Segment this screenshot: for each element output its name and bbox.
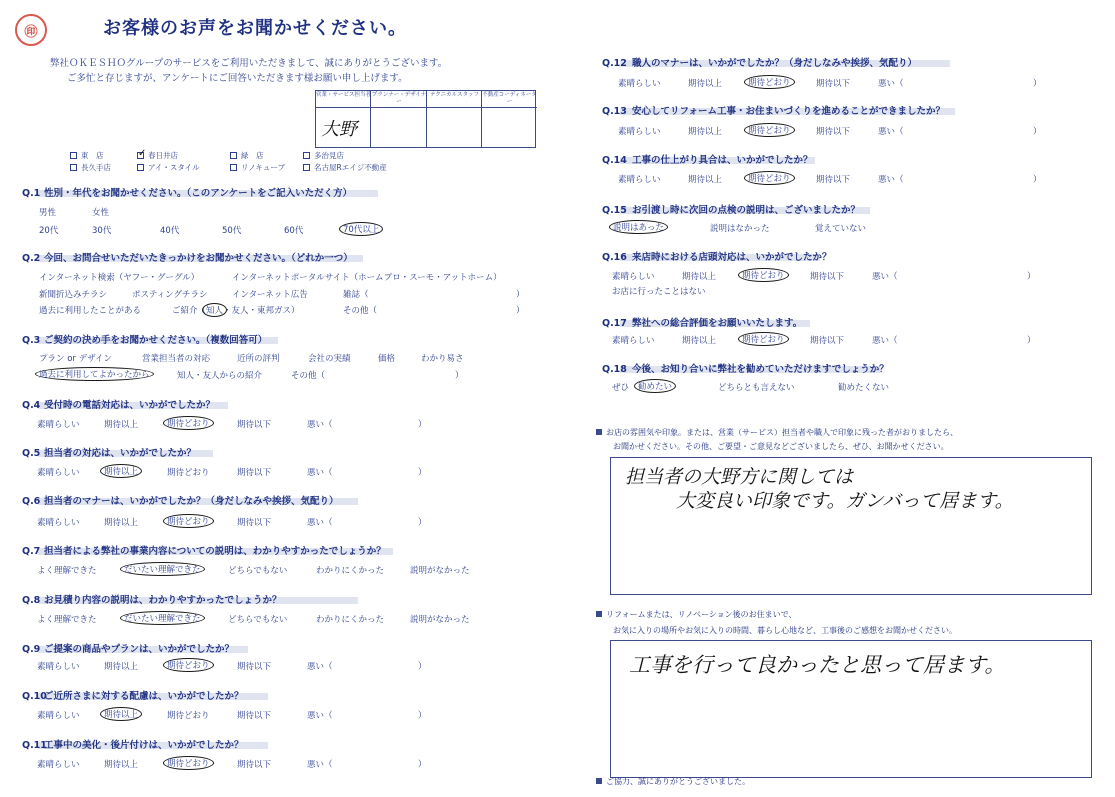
q2-option[interactable]: インターネット広告: [232, 290, 308, 300]
q15-option[interactable]: 覚えていない: [815, 224, 867, 234]
selected-answer: 期待どおり: [163, 514, 214, 528]
q6-rating-option[interactable]: 悪い（: [307, 518, 333, 528]
q5-rating-selected[interactable]: [104, 466, 138, 477]
q5-rating-option[interactable]: 期待以下: [237, 468, 272, 478]
q5-rating-option[interactable]: 期待どおり: [167, 468, 210, 478]
selected-answer: 期待どおり: [163, 658, 214, 672]
q12-rating-paren: ）: [1033, 79, 1042, 89]
q13-number: Q.13: [602, 106, 627, 117]
q17-text: 弊社への総合評価をお願いいたします。: [632, 318, 803, 329]
staff-col-technical[interactable]: [427, 91, 482, 147]
q13-rating-option[interactable]: 素晴らしい: [618, 127, 661, 137]
q3-number: Q.3: [22, 335, 41, 346]
q2-paren: ）: [516, 306, 525, 316]
q1-number: Q.1: [22, 188, 41, 199]
q12-text: 職人のマナーは、いかがでしたか？（身だしなみや挨拶、気配り）: [632, 58, 918, 69]
q3-paren: ）: [455, 371, 464, 381]
q4-rating-paren: ）: [418, 420, 427, 430]
q16-number: Q.16: [602, 252, 627, 263]
company-seal: ㊞: [15, 14, 47, 46]
q14-rating-option[interactable]: 期待以上: [688, 175, 723, 185]
q6-text: 担当者のマナーは、いかがでしたか？（身だしなみや挨拶、気配り）: [44, 496, 339, 507]
q17-rating-selected[interactable]: [742, 334, 785, 345]
q16-rating-option[interactable]: 期待以下: [810, 272, 845, 282]
q3-other[interactable]: その他（: [291, 371, 326, 381]
q7-number: Q.7: [22, 546, 41, 557]
checkbox[interactable]: [70, 164, 77, 171]
q5-text: 担当者の対応は、いかがでしたか？: [44, 448, 197, 459]
q16-rating-selected[interactable]: [742, 270, 785, 281]
q3-option[interactable]: プラン or デザイン: [39, 354, 113, 364]
q10-rating-option[interactable]: 期待どおり: [167, 711, 210, 721]
store-label: 春日井店: [148, 151, 178, 160]
q14-text: 工事の仕上がり具合は、いかがでしたか？: [632, 155, 813, 166]
q8-option[interactable]: わかりにくかった: [316, 615, 385, 625]
store-label: 長久手店: [81, 163, 111, 172]
q8-option[interactable]: よく理解できた: [37, 615, 97, 625]
q2-other[interactable]: その他（: [343, 306, 378, 316]
selected-answer: 説明はあった: [609, 220, 668, 234]
q13-rating-paren: ）: [1033, 127, 1042, 137]
selected-answer: 過去に利用してよかったから: [35, 367, 154, 381]
q8-option-selected[interactable]: [124, 613, 201, 624]
square-bullet-icon: [596, 611, 602, 617]
q9-rating-paren: ）: [418, 662, 427, 672]
selected-answer: 期待どおり: [744, 171, 795, 185]
q4-rating-option[interactable]: 期待以上: [104, 420, 139, 430]
q6-question: [22, 493, 339, 507]
q13-text: 安心してリフォーム工事・お住まいづくりを進めることができましたか？: [632, 106, 946, 117]
q9-number: Q.9: [22, 644, 41, 655]
prompt-text: お店の雰囲気や印象。または、営業（サービス）担当者や職人で印象に残った者がおりましたら、: [606, 428, 958, 437]
store-nagoya-rage[interactable]: [303, 162, 387, 173]
comment1-textarea[interactable]: [610, 457, 1092, 595]
q11-text: 工事中の美化・後片付けは、いかがでしたか？: [44, 740, 244, 751]
q3-option[interactable]: 営業担当者の対応: [142, 354, 211, 364]
q17-rating-option[interactable]: 期待以下: [810, 336, 845, 346]
q10-rating-paren: ）: [418, 711, 427, 721]
q16-question: [602, 249, 832, 263]
q12-rating-selected[interactable]: [748, 77, 791, 88]
staff-header-technical: テクニカルスタッフ: [427, 91, 482, 108]
q9-text: ご提案の商品やプランは、いかがでしたか？: [44, 644, 235, 655]
store-label: アイ・スタイル: [148, 163, 200, 172]
q17-rating-option[interactable]: 期待以上: [682, 336, 717, 346]
selected-answer: 知人: [202, 303, 227, 317]
q6-rating-option[interactable]: 素晴らしい: [37, 518, 80, 528]
store-midori[interactable]: [230, 150, 264, 161]
q7-option[interactable]: わかりにくかった: [316, 566, 385, 576]
q14-rating-option[interactable]: 悪い（: [878, 175, 904, 185]
q14-rating-paren: ）: [1033, 175, 1042, 185]
q8-number: Q.8: [22, 595, 41, 606]
q10-text: ご近所さまに対する配慮は、いかがでしたか？: [44, 691, 244, 702]
q4-number: Q.4: [22, 400, 41, 411]
q7-option[interactable]: よく理解できた: [37, 566, 97, 576]
q16-rating-option[interactable]: 素晴らしい: [612, 272, 655, 282]
store-label: 東 店: [81, 151, 104, 160]
q8-text: お見積り内容の説明は、わかりやすかったでしょうか？: [44, 595, 282, 606]
q13-rating-selected[interactable]: [748, 125, 791, 136]
q1-age-50s[interactable]: 50代: [222, 226, 242, 236]
q2-option[interactable]: インターネット検索（ヤフー・グーグル）: [39, 273, 200, 283]
q3-text: ご契約の決め手をお聞かせください。（複数回答可）: [44, 335, 268, 346]
q14-rating-option[interactable]: 期待以下: [816, 175, 851, 185]
checkbox[interactable]: [137, 164, 144, 171]
staff-header-realestate: 不動産コーディネーター: [482, 91, 537, 108]
square-bullet-icon: [596, 778, 602, 784]
q11-question: [22, 737, 244, 751]
q2-text: 今回、お問合せいただいたきっかけをお聞かせください。（どれか一つ）: [44, 253, 353, 264]
q15-option-selected[interactable]: [613, 222, 664, 233]
checkbox[interactable]: [230, 152, 237, 159]
selected-answer: 70代以上: [339, 222, 383, 236]
q11-rating-option[interactable]: 悪い（: [307, 760, 333, 770]
q12-rating-option[interactable]: 悪い（: [878, 79, 904, 89]
square-bullet-icon: [596, 429, 602, 435]
q11-rating-paren: ）: [418, 760, 427, 770]
q3-option[interactable]: 会社の実績: [308, 354, 351, 364]
q2-option[interactable]: ポスティングチラシ: [132, 290, 208, 300]
q14-rating-option[interactable]: 素晴らしい: [618, 175, 661, 185]
selected-answer: だいたい理解できた: [120, 562, 205, 576]
q3-option[interactable]: わかり易さ: [421, 354, 464, 364]
q4-question: [22, 397, 215, 411]
q15-number: Q.15: [602, 205, 627, 216]
staff-header-planner: プランナー・デザイナー: [371, 91, 427, 108]
q11-rating-option[interactable]: 素晴らしい: [37, 760, 80, 770]
q5-question: [22, 445, 196, 459]
q4-rating-selected[interactable]: [167, 418, 210, 429]
q17-number: Q.17: [602, 318, 627, 329]
q18-option[interactable]: 勧めたくない: [838, 383, 890, 393]
referral-rest: ・友人・東邦ガス）: [223, 306, 300, 316]
q4-rating-option[interactable]: 悪い（: [307, 420, 333, 430]
q10-rating-option[interactable]: 素晴らしい: [37, 711, 80, 721]
selected-answer: 期待どおり: [738, 268, 789, 282]
store-istyle[interactable]: [137, 162, 200, 173]
q16-rating-option[interactable]: 期待以上: [682, 272, 717, 282]
checkbox[interactable]: [70, 152, 77, 159]
store-renocube[interactable]: [230, 162, 285, 173]
q5-rating-option[interactable]: 素晴らしい: [37, 468, 80, 478]
q18-option-selected[interactable]: [638, 381, 672, 392]
q2-paren: ）: [516, 290, 525, 300]
q12-question: [602, 55, 917, 69]
q16-never-visited[interactable]: お店に行ったことはない: [612, 287, 706, 297]
selected-answer: 期待どおり: [744, 75, 795, 89]
q9-question: [22, 641, 234, 655]
q12-number: Q.12: [602, 58, 627, 69]
staff-header-sales: 営業・サービス担当者: [316, 91, 371, 108]
q12-rating-option[interactable]: 期待以下: [816, 79, 851, 89]
q5-rating-paren: ）: [418, 468, 427, 478]
q11-number: Q.11: [22, 740, 47, 751]
comment1-answer-line1: 担当者の大野方に関しては: [625, 466, 854, 488]
q17-rating-option[interactable]: 悪い（: [872, 336, 898, 346]
q18-question: [602, 361, 889, 375]
q7-option-selected[interactable]: [124, 564, 201, 575]
q9-rating-option[interactable]: 期待以下: [237, 662, 272, 672]
q2-referral[interactable]: [172, 304, 300, 316]
q14-question: [602, 152, 813, 166]
q17-rating-paren: ）: [1027, 336, 1036, 346]
store-label: 緑 店: [241, 151, 264, 160]
intro-line-1: 弊社ＯＫＥＳＨＯグループのサービスをご利用いただきまして、誠にありがとうございます。: [50, 58, 448, 69]
q15-option[interactable]: 説明はなかった: [710, 224, 770, 234]
q9-rating-option[interactable]: 悪い（: [307, 662, 333, 672]
q1-age-30s[interactable]: 30代: [92, 226, 112, 236]
q4-text: 受付時の電話対応は、いかがでしたか？: [44, 400, 216, 411]
q6-rating-selected[interactable]: [167, 516, 210, 527]
q14-number: Q.14: [602, 155, 627, 166]
footer-text: ご協力、誠にありがとうございました。: [606, 777, 750, 786]
q17-rating-option[interactable]: 素晴らしい: [612, 336, 655, 346]
q16-rating-paren: ）: [1027, 272, 1036, 282]
q13-rating-option[interactable]: 期待以下: [816, 127, 851, 137]
q5-rating-option[interactable]: 悪い（: [307, 468, 333, 478]
footer-thanks: [596, 776, 750, 787]
q12-rating-option[interactable]: 期待以上: [688, 79, 723, 89]
selected-answer: 期待どおり: [738, 332, 789, 346]
q6-number: Q.6: [22, 496, 41, 507]
q2-option[interactable]: 過去に利用したことがある: [39, 306, 142, 316]
checkbox[interactable]: [303, 152, 310, 159]
q13-rating-option[interactable]: 悪い（: [878, 127, 904, 137]
q6-rating-paren: ）: [418, 518, 427, 528]
q12-rating-option[interactable]: 素晴らしい: [618, 79, 661, 89]
comment2-answer: 工事を行って良かったと思って居ます。: [629, 653, 1006, 677]
q3-past-use-selected[interactable]: [39, 369, 150, 380]
q11-rating-option[interactable]: 期待以上: [104, 760, 139, 770]
q7-option[interactable]: どちらでもない: [228, 566, 288, 576]
q10-rating-option[interactable]: 期待以下: [237, 711, 272, 721]
comment1-prompt-1: [596, 427, 958, 438]
q18-number: Q.18: [602, 364, 627, 375]
q7-text: 担当者による弊社の事業内容についての説明は、わかりやすかったでしょうか？: [44, 546, 386, 557]
q16-rating-option[interactable]: 悪い（: [872, 272, 898, 282]
q15-text: お引渡し時に次回の点検の説明は、ございましたか？: [632, 205, 861, 216]
comment2-textarea[interactable]: [610, 640, 1092, 778]
q2-option[interactable]: 雑誌（: [343, 290, 369, 300]
staff-col-sales[interactable]: [316, 91, 371, 147]
selected-answer: 期待どおり: [163, 416, 214, 430]
q2-question: [22, 250, 353, 264]
q10-rating-option[interactable]: 悪い（: [307, 711, 333, 721]
q7-question: [22, 543, 386, 557]
q8-option[interactable]: どちらでもない: [228, 615, 288, 625]
q8-question: [22, 592, 282, 606]
q1-female[interactable]: 女性: [92, 208, 110, 218]
q6-rating-option[interactable]: 期待以上: [104, 518, 139, 528]
q5-number: Q.5: [22, 448, 41, 459]
q13-question: [602, 103, 945, 117]
q6-rating-option[interactable]: 期待以下: [237, 518, 272, 528]
comment1-answer-line2: 大変良い印象です。ガンバって居ます。: [676, 490, 1014, 512]
q1-male[interactable]: 男性: [39, 208, 57, 218]
q11-rating-option[interactable]: 期待以下: [237, 760, 272, 770]
store-higashi[interactable]: [70, 150, 104, 161]
checkbox-checked[interactable]: [137, 148, 147, 159]
q1-age-60s[interactable]: 60代: [284, 226, 304, 236]
q1-age-40s[interactable]: 40代: [160, 226, 180, 236]
q4-rating-option[interactable]: 期待以下: [237, 420, 272, 430]
page-title: お客様のお声をお聞かせください。: [103, 18, 407, 39]
q4-rating-option[interactable]: 素晴らしい: [37, 420, 80, 430]
store-label: リノキューブ: [241, 163, 286, 172]
referral-label: ご紹介（: [172, 306, 207, 316]
q3-question: [22, 332, 267, 346]
q2-option[interactable]: インターネットポータルサイト（ホームプロ・スーモ・アットホーム）: [232, 273, 502, 283]
q3-option[interactable]: 知人・友人からの紹介: [177, 371, 263, 381]
prompt-text: リフォームまたは、リノベーション後のお住まいで、: [606, 610, 797, 619]
q16-text: 来店時における店頭対応は、いかがでしたか？: [632, 252, 832, 263]
selected-answer: 期待以上: [100, 707, 142, 721]
check-icon: ✓: [138, 148, 147, 159]
q9-rating-selected[interactable]: [167, 660, 210, 671]
q3-option[interactable]: 近所の評判: [237, 354, 280, 364]
q1-text: 性別・年代をお聞かせください。（このアンケートをご記入いただく方）: [44, 188, 353, 199]
checkbox[interactable]: [303, 164, 310, 171]
q2-option[interactable]: 新聞折込みチラシ: [39, 290, 108, 300]
comment1-prompt-2: お聞かせください。その他、ご要望・ご意見などございましたら、ぜひ、お聞かせください。: [613, 442, 949, 451]
store-label: 名古屋Rエイジ不動産: [314, 163, 387, 172]
store-label: 多治見店: [314, 151, 344, 160]
handwritten-staff-name: 大野: [321, 119, 357, 140]
q1-age-70s-selected[interactable]: [343, 224, 379, 235]
q10-number: Q.10: [22, 691, 47, 702]
q8-option[interactable]: 説明がなかった: [410, 615, 470, 625]
q2-number: Q.2: [22, 253, 41, 264]
selected-answer: 期待どおり: [744, 123, 795, 137]
q9-rating-option[interactable]: 素晴らしい: [37, 662, 80, 672]
q11-rating-selected[interactable]: [167, 758, 210, 769]
store-kasugai[interactable]: [137, 150, 178, 161]
selected-answer: だいたい理解できた: [120, 611, 205, 625]
q3-option[interactable]: 価格: [378, 354, 396, 364]
store-nagakute[interactable]: [70, 162, 111, 173]
q9-rating-option[interactable]: 期待以上: [104, 662, 139, 672]
q7-option[interactable]: 説明がなかった: [410, 566, 470, 576]
store-tajimi[interactable]: [303, 150, 344, 161]
q10-question: [22, 688, 244, 702]
q18-text: 今後、お知り合いに弊社を勧めていただけますでしょうか？: [632, 364, 889, 375]
q10-rating-selected[interactable]: [104, 709, 138, 720]
selected-answer: 期待どおり: [163, 756, 214, 770]
comment2-prompt-1: [596, 609, 796, 620]
q17-question: [602, 315, 802, 329]
q18-option[interactable]: どちらとも言えない: [718, 383, 795, 393]
q1-age-20s[interactable]: 20代: [39, 226, 59, 236]
q1-question: [22, 185, 352, 199]
intro-line-2: ご多忙と存じますが、アンケートにご回答いただきます様お願い申し上げます。: [67, 73, 408, 84]
q18-option[interactable]: ぜひ: [612, 383, 630, 393]
q14-rating-selected[interactable]: [748, 173, 791, 184]
staff-col-planner[interactable]: [371, 91, 427, 147]
selected-answer: 勧めたい: [634, 379, 676, 393]
selected-answer: 期待以上: [100, 464, 142, 478]
staff-col-realestate[interactable]: [482, 91, 537, 147]
q13-rating-option[interactable]: 期待以上: [688, 127, 723, 137]
checkbox[interactable]: [230, 164, 237, 171]
q15-question: [602, 202, 860, 216]
staff-table: [315, 90, 536, 148]
comment2-prompt-2: お気に入りの場所やお気に入りの時間、暮らし心地など、工事後のご感想をお聞かせください。: [613, 626, 957, 635]
